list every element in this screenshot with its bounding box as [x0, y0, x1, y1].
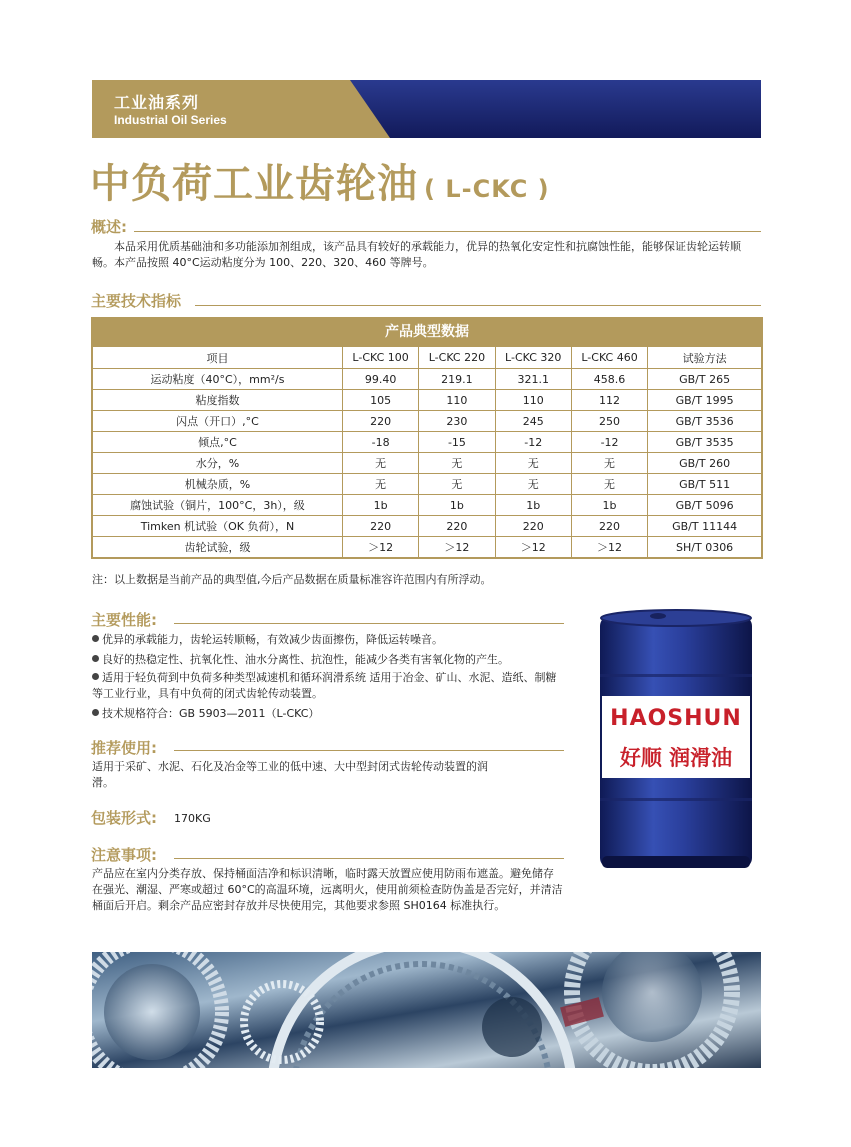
table-cell: GB/T 265 — [648, 369, 762, 390]
spec-table-header-row — [93, 347, 762, 369]
spec-table-grid — [92, 346, 762, 558]
bullet-icon — [92, 673, 99, 680]
col-header: L-CKC 220 — [419, 347, 495, 369]
table-cell: 齿轮试验，级 — [93, 537, 343, 558]
spec-table-title: 产品典型数据 — [92, 318, 762, 346]
col-header: 试验方法 — [648, 347, 762, 369]
table-row — [93, 474, 762, 495]
table-row — [93, 516, 762, 537]
cautions-text: 产品应在室内分类存放、保持桶面洁净和标识清晰，临时露天放置应使用防雨布遮盖。避免储存在强光、潮湿、严寒或超过 60°C的高温环境，远离明火，使用前须检查防伪盖是否完好，并清洁桶面后开启。剩余产品应密封存放并尽快使用完，其他要求参照 SH0164 标准执行。 — [92, 867, 563, 912]
table-cell: GB/T 11144 — [648, 516, 762, 537]
cautions-rule — [174, 858, 564, 860]
table-cell: ＞12 — [342, 537, 418, 558]
feature-text: 技术规格符合：GB 5903—2011（L-CKC） — [102, 707, 320, 720]
col-header: L-CKC 320 — [495, 347, 571, 369]
col-header: 项目 — [93, 347, 343, 369]
table-cell: 112 — [571, 390, 647, 411]
overview-text: 本品采用优质基础油和多功能添加剂组成，该产品具有较好的承载能力，优异的热氧化安定性和抗腐蚀性能，能够保证齿轮运转顺畅。本产品按照 40°C运动粘度分为 100、220、320、460 等牌号。 — [92, 240, 741, 269]
table-row — [93, 390, 762, 411]
table-cell: 无 — [419, 474, 495, 495]
features-rule — [174, 623, 564, 625]
table-cell: GB/T 3535 — [648, 432, 762, 453]
table-row — [93, 453, 762, 474]
features-heading: 主要性能: — [91, 611, 157, 629]
table-row — [93, 432, 762, 453]
feature-text: 良好的热稳定性、抗氧化性、油水分离性、抗泡性，能减少各类有害氧化物的产生。 — [102, 653, 509, 666]
bullet-icon — [92, 635, 99, 642]
usage-rule — [174, 750, 564, 752]
table-cell: 110 — [495, 390, 571, 411]
cautions-heading: 注意事项: — [91, 846, 157, 864]
table-cell: 腐蚀试验（铜片，100°C，3h），级 — [93, 495, 343, 516]
gears-photo — [92, 952, 761, 1068]
overview-heading: 概述: — [91, 218, 127, 236]
table-cell: 无 — [419, 453, 495, 474]
col-header: L-CKC 460 — [571, 347, 647, 369]
table-cell: GB/T 260 — [648, 453, 762, 474]
specs-rule — [195, 305, 761, 307]
table-cell: GB/T 511 — [648, 474, 762, 495]
table-cell: 250 — [571, 411, 647, 432]
table-cell: 220 — [342, 411, 418, 432]
feature-text: 优异的承载能力，齿轮运转顺畅，有效减少齿面擦伤，降低运转噪音。 — [102, 633, 443, 646]
drum-brand-cn: 好顺 润滑油 — [619, 746, 733, 770]
table-cell: 105 — [342, 390, 418, 411]
table-cell: 水分，% — [93, 453, 343, 474]
product-title — [90, 152, 550, 209]
table-cell: -15 — [419, 432, 495, 453]
table-cell: 220 — [419, 516, 495, 537]
product-code: ( L-CKC ) — [424, 175, 550, 203]
usage-heading: 推荐使用: — [91, 739, 157, 757]
table-cell: 1b — [419, 495, 495, 516]
table-row — [93, 495, 762, 516]
table-cell: 机械杂质，% — [93, 474, 343, 495]
table-cell: 无 — [495, 453, 571, 474]
table-cell: GB/T 3536 — [648, 411, 762, 432]
gears-graphic — [92, 952, 761, 1068]
feature-item — [92, 632, 567, 648]
table-cell: -12 — [495, 432, 571, 453]
table-cell: 粘度指数 — [93, 390, 343, 411]
table-cell: ＞12 — [495, 537, 571, 558]
series-label-cn: 工业油系列 — [114, 93, 200, 112]
usage-text: 适用于采矿、水泥、石化及冶金等工业的低中速、大中型封闭式齿轮传动装置的润滑。 — [92, 760, 488, 789]
table-cell: 220 — [342, 516, 418, 537]
table-cell: 110 — [419, 390, 495, 411]
col-header: L-CKC 100 — [342, 347, 418, 369]
table-cell: 230 — [419, 411, 495, 432]
table-cell: 无 — [495, 474, 571, 495]
table-cell: 运动粘度（40°C），mm²/s — [93, 369, 343, 390]
table-cell: 倾点,°C — [93, 432, 343, 453]
table-cell: 1b — [342, 495, 418, 516]
oil-drum-image — [598, 608, 754, 876]
table-cell: 220 — [495, 516, 571, 537]
series-label-en: Industrial Oil Series — [114, 113, 227, 127]
packaging-value: 170KG — [174, 812, 211, 825]
table-cell: 无 — [571, 474, 647, 495]
drum-brand-en: HAOSHUN — [610, 706, 742, 731]
feature-item — [92, 670, 567, 702]
spec-table — [91, 317, 763, 559]
table-cell: SH/T 0306 — [648, 537, 762, 558]
feature-item — [92, 706, 567, 722]
feature-item — [92, 652, 567, 668]
bullet-icon — [92, 655, 99, 662]
table-cell: -18 — [342, 432, 418, 453]
specs-heading: 主要技术指标 — [91, 292, 182, 310]
table-cell: 1b — [495, 495, 571, 516]
product-name: 中负荷工业齿轮油 — [90, 161, 418, 207]
table-cell: -12 — [571, 432, 647, 453]
table-cell: ＞12 — [571, 537, 647, 558]
table-cell: 219.1 — [419, 369, 495, 390]
table-cell: ＞12 — [419, 537, 495, 558]
table-cell: 无 — [342, 474, 418, 495]
series-banner — [92, 80, 761, 138]
table-cell: 458.6 — [571, 369, 647, 390]
table-cell: 245 — [495, 411, 571, 432]
packaging-heading: 包装形式: — [91, 809, 157, 827]
table-cell: 99.40 — [342, 369, 418, 390]
table-cell: 无 — [342, 453, 418, 474]
table-cell: 闪点（开口）,°C — [93, 411, 343, 432]
table-cell: 无 — [571, 453, 647, 474]
table-row — [93, 411, 762, 432]
table-cell: 220 — [571, 516, 647, 537]
table-cell: 1b — [571, 495, 647, 516]
table-cell: 321.1 — [495, 369, 571, 390]
table-row — [93, 369, 762, 390]
table-cell: Timken 机试验（OK 负荷），N — [93, 516, 343, 537]
table-cell: GB/T 5096 — [648, 495, 762, 516]
spec-note: 注：以上数据是当前产品的典型值,今后产品数据在质量标准容许范围内有所浮动。 — [92, 573, 492, 586]
bullet-icon — [92, 709, 99, 716]
feature-text: 适用于轻负荷到中负荷多种类型减速机和循环润滑系统 适用于冶金、矿山、水泥、造纸、制糖等工业行业，具有中负荷的闭式齿轮传动装置。 — [92, 671, 557, 700]
overview-rule — [134, 231, 761, 233]
table-row — [93, 537, 762, 558]
table-cell: GB/T 1995 — [648, 390, 762, 411]
